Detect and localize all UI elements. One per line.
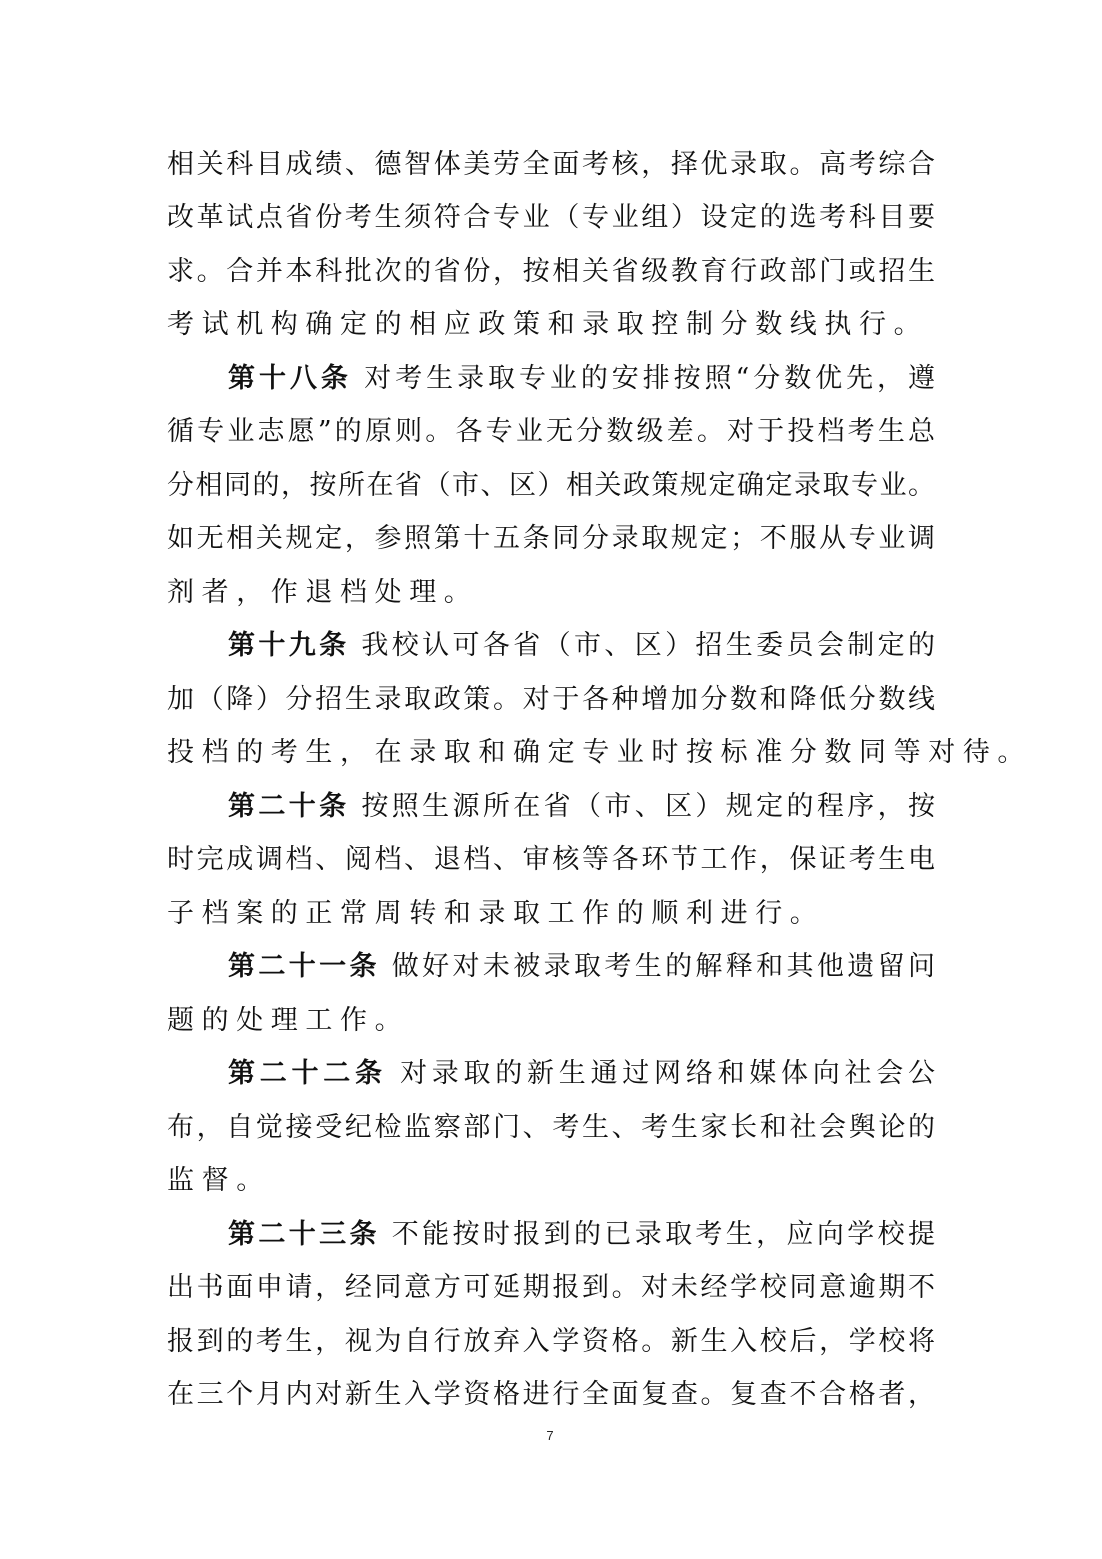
text-line — [167, 1001, 935, 1041]
text-line — [167, 573, 935, 613]
text-line — [167, 198, 935, 238]
line-text: 出书面申请，经同意方可延期报到。对未经学校同意逾期不 — [167, 1272, 935, 1303]
line-text: 做好对未被录取考生的解释和其他遗留问 — [379, 951, 935, 982]
text-line — [167, 680, 935, 720]
line-text: 分相同的，按所在省（市、区）相关政策规定确定录取专业。 — [167, 470, 935, 501]
line-text: 按照生源所在省（市、区）规定的程序，按 — [349, 791, 935, 822]
line-text: 考试机构确定的相应政策和录取控制分数线执行。 — [167, 309, 929, 340]
line-text: 求。合并本科批次的省份，按相关省级教育行政部门或招生 — [167, 256, 935, 287]
article-line — [228, 947, 935, 987]
line-text: 时完成调档、阅档、退档、审核等各环节工作，保证考生电 — [167, 844, 935, 875]
article-line — [228, 787, 935, 827]
text-line — [167, 412, 935, 452]
text-line — [167, 1268, 935, 1308]
line-text: 题的处理工作。 — [167, 1005, 410, 1036]
text-line — [167, 733, 1032, 773]
text-line — [167, 1322, 935, 1362]
line-text: 对考生录取专业的安排按照“分数优先，遵 — [351, 363, 936, 394]
line-text: 我校认可各省（市、区）招生委员会制定的 — [349, 630, 935, 661]
line-text: 加（降）分招生录取政策。对于各种增加分数和降低分数线 — [167, 684, 935, 715]
article-heading: 第二十一条 — [228, 951, 380, 982]
text-line — [167, 1108, 935, 1148]
text-line — [167, 840, 935, 880]
article-heading: 第十八条 — [228, 363, 352, 394]
line-text: 相关科目成绩、德智体美劳全面考核，择优录取。高考综合 — [167, 149, 935, 180]
line-text: 子档案的正常周转和录取工作的顺利进行。 — [167, 898, 825, 929]
line-text: 布，自觉接受纪检监察部门、考生、考生家长和社会舆论的 — [167, 1112, 935, 1143]
text-line — [167, 145, 935, 185]
text-line — [167, 466, 935, 506]
line-text: 对录取的新生通过网络和媒体向社会公 — [386, 1058, 935, 1089]
line-text: 循专业志愿”的原则。各专业无分数级差。对于投档考生总 — [167, 416, 935, 447]
text-line — [167, 252, 935, 292]
article-line — [228, 626, 935, 666]
line-text: 剂者，作退档处理。 — [167, 577, 479, 608]
article-heading: 第二十三条 — [228, 1219, 380, 1250]
line-text: 在三个月内对新生入学资格进行全面复查。复查不合格者， — [167, 1379, 935, 1410]
text-line — [167, 519, 935, 559]
article-line — [228, 1215, 935, 1255]
article-heading: 第二十条 — [228, 791, 350, 822]
line-text: 投档的考生，在录取和确定专业时按标准分数同等对待。 — [167, 737, 1032, 768]
line-text: 改革试点省份考生须符合专业（专业组）设定的选考科目要 — [167, 202, 935, 233]
article-line — [228, 359, 935, 399]
article-heading: 第二十二条 — [228, 1058, 387, 1089]
text-line — [167, 1375, 935, 1415]
text-line — [167, 1161, 935, 1201]
page-number: 7 — [546, 1428, 554, 1443]
article-heading: 第十九条 — [228, 630, 350, 661]
line-text: 监督。 — [167, 1165, 271, 1196]
line-text: 如无相关规定，参照第十五条同分录取规定；不服从专业调 — [167, 523, 935, 554]
line-text: 不能按时报到的已录取考生，应向学校提 — [379, 1219, 935, 1250]
article-line — [228, 1054, 935, 1094]
line-text: 报到的考生，视为自行放弃入学资格。新生入校后，学校将 — [167, 1326, 935, 1357]
text-line — [167, 305, 935, 345]
text-line — [167, 894, 935, 934]
